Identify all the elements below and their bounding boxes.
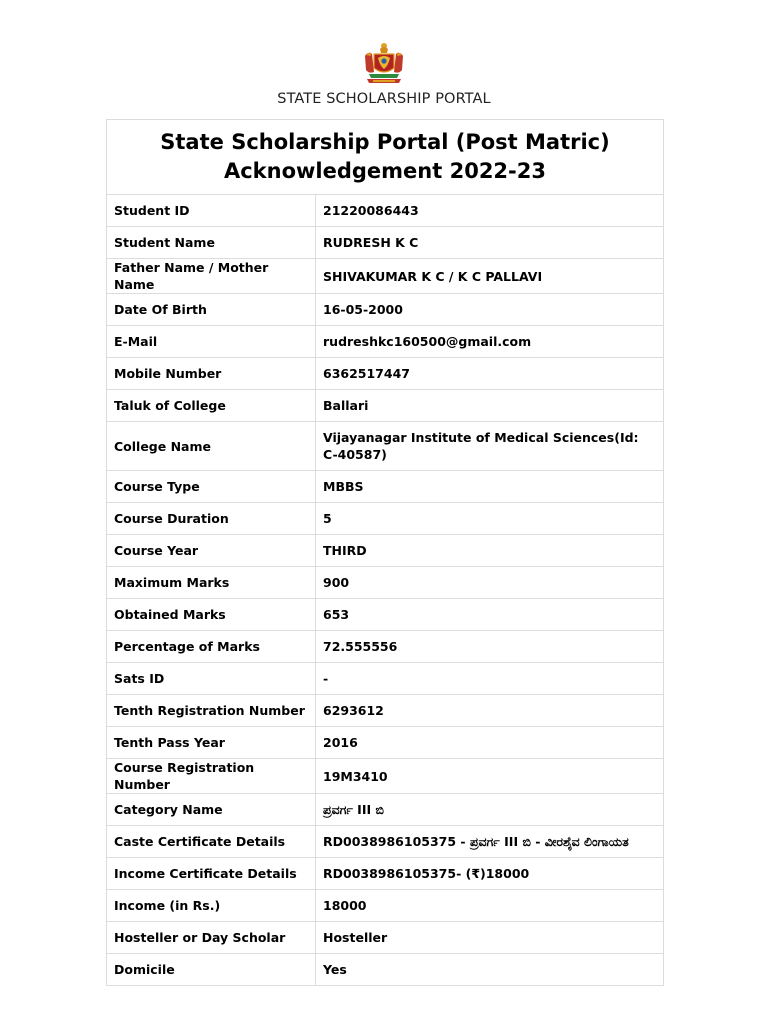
field-label: Percentage of Marks <box>107 631 316 663</box>
field-label: Income (in Rs.) <box>107 890 316 922</box>
table-row <box>107 890 664 922</box>
table-row <box>107 794 664 826</box>
field-value: 72.555556 <box>316 631 664 663</box>
title-line-2: Acknowledgement 2022-23 <box>223 159 546 183</box>
field-label: Course Registration Number <box>107 759 316 794</box>
field-value: Yes <box>316 954 664 986</box>
table-row <box>107 326 664 358</box>
table-row <box>107 858 664 890</box>
portal-name: STATE SCHOLARSHIP PORTAL <box>277 91 491 107</box>
table-row <box>107 422 664 471</box>
field-label: Obtained Marks <box>107 599 316 631</box>
table-row <box>107 954 664 986</box>
field-label: Date Of Birth <box>107 294 316 326</box>
field-label: Course Type <box>107 471 316 503</box>
field-value: 16-05-2000 <box>316 294 664 326</box>
field-label: Hosteller or Day Scholar <box>107 922 316 954</box>
field-value: 6293612 <box>316 695 664 727</box>
table-row <box>107 390 664 422</box>
table-row <box>107 567 664 599</box>
field-value: 2016 <box>316 727 664 759</box>
field-label: Student ID <box>107 195 316 227</box>
table-row <box>107 503 664 535</box>
field-value: RUDRESH K C <box>316 227 664 259</box>
field-label: Student Name <box>107 227 316 259</box>
field-label: Father Name / Mother Name <box>107 259 316 294</box>
table-row <box>107 599 664 631</box>
field-value: MBBS <box>316 471 664 503</box>
field-value: Hosteller <box>316 922 664 954</box>
table-row <box>107 663 664 695</box>
field-label: Maximum Marks <box>107 567 316 599</box>
table-row <box>107 259 664 294</box>
field-value: 18000 <box>316 890 664 922</box>
field-label: Taluk of College <box>107 390 316 422</box>
table-row <box>107 631 664 663</box>
field-value: Ballari <box>316 390 664 422</box>
field-value: 19M3410 <box>316 759 664 794</box>
field-value: 5 <box>316 503 664 535</box>
field-value: rudreshkc160500@gmail.com <box>316 326 664 358</box>
field-label: Course Year <box>107 535 316 567</box>
field-value: THIRD <box>316 535 664 567</box>
field-label: Tenth Registration Number <box>107 695 316 727</box>
table-row <box>107 195 664 227</box>
field-value: RD0038986105375 - ಪ್ರವರ್ಗ III ಬಿ - ವೀರಶೈವ ಲಿಂಗಾಯತ <box>316 826 664 858</box>
field-label: Domicile <box>107 954 316 986</box>
field-label: Caste Certificate Details <box>107 826 316 858</box>
field-value: ಪ್ರವರ್ಗ III ಬಿ <box>316 794 664 826</box>
field-value: RD0038986105375- (₹)18000 <box>316 858 664 890</box>
details-body <box>107 195 664 986</box>
field-label: Mobile Number <box>107 358 316 390</box>
table-row <box>107 759 664 794</box>
field-label: Sats ID <box>107 663 316 695</box>
karnataka-emblem-icon <box>361 42 407 86</box>
table-row <box>107 294 664 326</box>
title-line-1: State Scholarship Portal (Post Matric) <box>160 130 610 154</box>
table-row <box>107 922 664 954</box>
table-row <box>107 727 664 759</box>
table-row <box>107 535 664 567</box>
table-row <box>107 695 664 727</box>
field-value: 21220086443 <box>316 195 664 227</box>
field-label: Income Certificate Details <box>107 858 316 890</box>
field-label: College Name <box>107 422 316 471</box>
field-label: Tenth Pass Year <box>107 727 316 759</box>
table-row <box>107 227 664 259</box>
field-label: Course Duration <box>107 503 316 535</box>
table-row <box>107 358 664 390</box>
field-value: Vijayanagar Institute of Medical Sciences(Id: C-40587) <box>316 422 664 471</box>
table-row <box>107 826 664 858</box>
field-value: - <box>316 663 664 695</box>
acknowledgement-title <box>107 120 664 195</box>
field-value: 900 <box>316 567 664 599</box>
acknowledgement-table <box>106 119 664 986</box>
field-label: E-Mail <box>107 326 316 358</box>
field-value: SHIVAKUMAR K C / K C PALLAVI <box>316 259 664 294</box>
field-value: 6362517447 <box>316 358 664 390</box>
field-label: Category Name <box>107 794 316 826</box>
table-row <box>107 471 664 503</box>
field-value: 653 <box>316 599 664 631</box>
